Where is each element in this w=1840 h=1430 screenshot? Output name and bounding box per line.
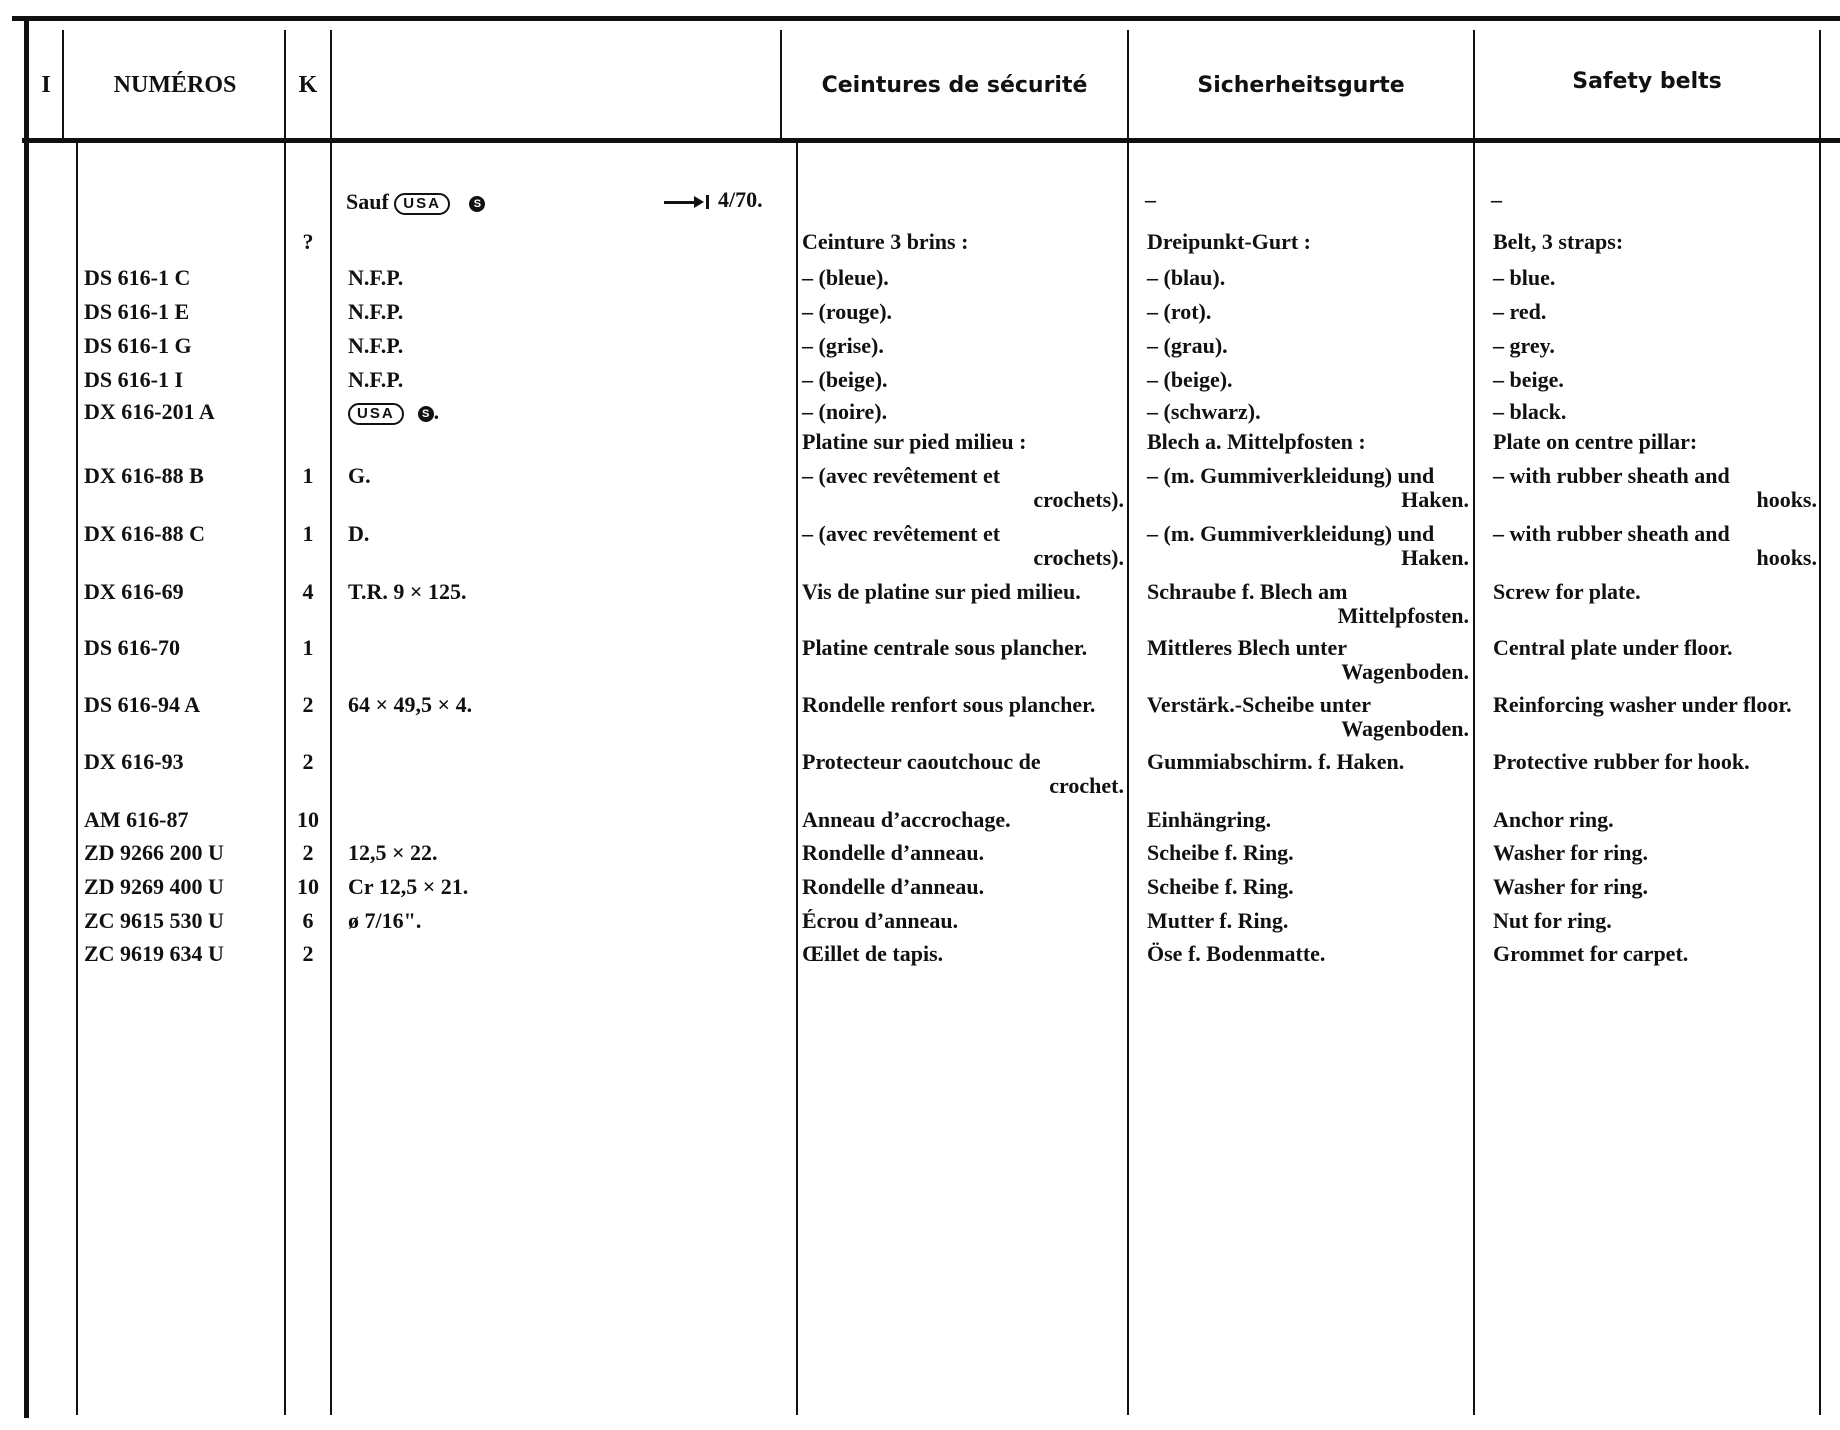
part-number: DS 616-1 G <box>84 333 192 358</box>
part-number: DS 616-1 I <box>84 367 184 392</box>
description-de <box>1147 942 1469 966</box>
description-de-text: Verstärk.-Scheibe unter <box>1147 692 1372 717</box>
part-number: DX 616-88 B <box>84 463 204 488</box>
description-de <box>1147 522 1469 570</box>
usa-badge: USA <box>348 403 404 425</box>
description-de-text: Scheibe f. Ring. <box>1147 874 1294 899</box>
description-de-text: – (rot). <box>1147 299 1212 324</box>
note-date <box>664 188 763 212</box>
observation: 12,5 × 22. <box>348 840 438 865</box>
description-en-text: Grommet for carpet. <box>1493 941 1689 966</box>
description-en <box>1493 750 1817 774</box>
description-fr-text: – (beige). <box>802 367 888 392</box>
description-de <box>1147 875 1469 899</box>
header-german: Sicherheitsgurte <box>1197 72 1405 98</box>
description-fr-text: Anneau d’accrochage. <box>802 807 1011 832</box>
observation: N.F.P. <box>348 299 404 324</box>
description-de-text: Mutter f. Ring. <box>1147 908 1289 933</box>
description-de-continuation: Wagenboden. <box>1341 659 1469 684</box>
description-fr <box>802 300 1124 324</box>
part-number: DX 616-201 A <box>84 399 215 424</box>
top-rule <box>12 16 1840 21</box>
col-divider-right <box>1819 30 1821 1415</box>
description-en <box>1493 841 1817 865</box>
description-en <box>1493 942 1817 966</box>
description-fr <box>802 942 1124 966</box>
description-de-continuation: Mittelpfosten. <box>1337 603 1469 628</box>
quantity-k: 1 <box>302 521 314 546</box>
description-de-text: – (schwarz). <box>1147 399 1261 424</box>
description-fr-continuation: crochets). <box>1033 487 1124 512</box>
description-de-text: – (grau). <box>1147 333 1228 358</box>
description-en <box>1493 464 1817 512</box>
quantity-k: 2 <box>302 840 314 865</box>
header-english: Safety belts <box>1572 68 1722 94</box>
observation: ø 7/16". <box>348 908 422 933</box>
description-de <box>1147 430 1469 454</box>
description-de-text: Dreipunkt-Gurt : <box>1147 229 1311 254</box>
description-fr-text: Ceinture 3 brins : <box>802 229 969 254</box>
description-de-text: Einhängring. <box>1147 807 1272 832</box>
description-fr-text: – (avec revêtement et <box>802 521 1001 546</box>
col-divider-english <box>1473 30 1475 1415</box>
description-de-text: Öse f. Bodenmatte. <box>1147 941 1326 966</box>
description-fr <box>802 909 1124 933</box>
header-numeros: NUMÉROS <box>113 71 237 98</box>
part-number: ZC 9619 634 U <box>84 941 224 966</box>
left-border <box>24 18 29 1418</box>
observation: 64 × 49,5 × 4. <box>348 692 473 717</box>
part-number: DS 616-70 <box>84 635 180 660</box>
description-de <box>1147 841 1469 865</box>
description-fr-continuation: crochets). <box>1033 545 1124 570</box>
quantity-k: 10 <box>297 807 319 832</box>
part-number: DX 616-69 <box>84 579 184 604</box>
observation-usa <box>348 400 768 425</box>
description-en <box>1493 400 1817 424</box>
note-en-dash: – <box>1491 187 1502 212</box>
part-number: ZD 9269 400 U <box>84 874 224 899</box>
description-en-text: Screw for plate. <box>1493 579 1641 604</box>
description-de-text: Blech a. Mittelpfosten : <box>1147 429 1366 454</box>
description-fr <box>802 875 1124 899</box>
quantity-k: 2 <box>302 692 314 717</box>
description-fr-text: Platine sur pied milieu : <box>802 429 1027 454</box>
observation: D. <box>348 521 370 546</box>
description-de <box>1147 400 1469 424</box>
description-en <box>1493 300 1817 324</box>
col-divider-k-right <box>330 30 332 1415</box>
description-en <box>1493 430 1817 454</box>
description-en-text: Plate on centre pillar: <box>1493 429 1698 454</box>
description-de-continuation: Haken. <box>1401 545 1469 570</box>
usa-badge: USA <box>394 193 450 215</box>
description-en <box>1493 693 1817 717</box>
description-de <box>1147 580 1469 628</box>
quantity-k: 2 <box>302 941 314 966</box>
description-fr-text: Platine centrale sous plancher. <box>802 635 1088 660</box>
description-de <box>1147 750 1469 774</box>
description-de <box>1147 266 1469 290</box>
description-en <box>1493 636 1817 660</box>
description-en <box>1493 909 1817 933</box>
description-fr <box>802 230 1124 254</box>
description-en-text: – red. <box>1493 299 1547 324</box>
description-fr <box>802 693 1124 717</box>
observation: N.F.P. <box>348 367 404 392</box>
description-de-text: Schraube f. Blech am <box>1147 579 1348 604</box>
description-en <box>1493 334 1817 358</box>
description-en-continuation: hooks. <box>1756 545 1817 570</box>
description-en-text: Washer for ring. <box>1493 874 1649 899</box>
col-divider-french-body <box>796 143 798 1415</box>
quantity-k: 6 <box>302 908 314 933</box>
description-fr-text: – (avec revêtement et <box>802 463 1001 488</box>
header-rule <box>22 138 1840 143</box>
description-de <box>1147 636 1469 684</box>
description-fr-text: Vis de platine sur pied milieu. <box>802 579 1081 604</box>
quantity-k: 1 <box>302 463 314 488</box>
description-en-text: – beige. <box>1493 367 1564 392</box>
description-fr-text: – (grise). <box>802 333 884 358</box>
quantity-k: 10 <box>297 874 319 899</box>
observation: G. <box>348 463 371 488</box>
description-en-text: – with rubber sheath and <box>1493 463 1730 488</box>
observation: T.R. 9 × 125. <box>348 579 467 604</box>
part-number: ZD 9266 200 U <box>84 840 224 865</box>
description-fr-text: Écrou d’anneau. <box>802 908 959 933</box>
description-fr <box>802 334 1124 358</box>
description-en-text: Anchor ring. <box>1493 807 1614 832</box>
description-fr <box>802 522 1124 570</box>
description-de-text: – (beige). <box>1147 367 1233 392</box>
description-de <box>1147 909 1469 933</box>
description-en-text: Nut for ring. <box>1493 908 1612 933</box>
col-divider-numeros-body <box>76 143 78 1415</box>
part-number: DX 616-93 <box>84 749 184 774</box>
arrow-stop-icon <box>664 195 710 209</box>
description-de <box>1147 230 1469 254</box>
quantity-k: 2 <box>302 749 314 774</box>
description-en <box>1493 368 1817 392</box>
description-en <box>1493 266 1817 290</box>
description-en <box>1493 580 1817 604</box>
description-de-text: Mittleres Blech unter <box>1147 635 1347 660</box>
note-sauf-label: Sauf <box>346 189 389 214</box>
description-fr-text: Rondelle d’anneau. <box>802 874 985 899</box>
description-fr <box>802 266 1124 290</box>
description-de <box>1147 693 1469 741</box>
description-en <box>1493 875 1817 899</box>
quantity-k: ? <box>302 229 314 254</box>
s-symbol-icon: S <box>418 406 434 422</box>
description-fr <box>802 808 1124 832</box>
description-de <box>1147 808 1469 832</box>
description-fr <box>802 580 1124 604</box>
observation: N.F.P. <box>348 333 404 358</box>
note-sauf <box>346 190 485 215</box>
description-fr <box>802 368 1124 392</box>
description-de-continuation: Wagenboden. <box>1341 716 1469 741</box>
description-fr-text: – (rouge). <box>802 299 893 324</box>
description-fr <box>802 430 1124 454</box>
description-en-text: Washer for ring. <box>1493 840 1649 865</box>
description-fr-text: – (bleue). <box>802 265 889 290</box>
col-divider-german <box>1127 30 1129 1415</box>
description-en-text: – blue. <box>1493 265 1556 290</box>
description-fr-continuation: crochet. <box>1049 773 1124 798</box>
description-fr-text: – (noire). <box>802 399 888 424</box>
description-en-text: Central plate under floor. <box>1493 635 1733 660</box>
description-fr <box>802 400 1124 424</box>
description-de-text: Gummiabschirm. f. Haken. <box>1147 749 1405 774</box>
description-de-text: – (m. Gummiverkleidung) und <box>1147 463 1435 488</box>
description-fr-text: Rondelle renfort sous plancher. <box>802 692 1096 717</box>
observation: N.F.P. <box>348 265 404 290</box>
note-de-dash: – <box>1145 187 1156 212</box>
description-de-text: Scheibe f. Ring. <box>1147 840 1294 865</box>
description-de <box>1147 368 1469 392</box>
description-de <box>1147 300 1469 324</box>
s-symbol-icon: S <box>469 196 485 212</box>
header-index: I <box>41 71 51 98</box>
description-fr-text: Protecteur caoutchouc de <box>802 749 1041 774</box>
header-french: Ceintures de sécurité <box>821 72 1088 98</box>
part-number: DS 616-1 C <box>84 265 191 290</box>
description-de-text: – (m. Gummiverkleidung) und <box>1147 521 1435 546</box>
description-fr-text: Rondelle d’anneau. <box>802 840 985 865</box>
description-de <box>1147 464 1469 512</box>
description-fr <box>802 636 1124 660</box>
description-en-text: Belt, 3 straps: <box>1493 229 1624 254</box>
part-number: AM 616-87 <box>84 807 189 832</box>
description-en-text: – with rubber sheath and <box>1493 521 1730 546</box>
description-en-text: – grey. <box>1493 333 1555 358</box>
observation-suffix: . <box>433 399 440 424</box>
description-fr-text: Œillet de tapis. <box>802 941 944 966</box>
part-number: DS 616-1 E <box>84 299 190 324</box>
quantity-k: 1 <box>302 635 314 660</box>
description-fr <box>802 750 1124 798</box>
part-number: DS 616-94 A <box>84 692 201 717</box>
description-de-text: – (blau). <box>1147 265 1226 290</box>
description-en <box>1493 522 1817 570</box>
part-number: ZC 9615 530 U <box>84 908 224 933</box>
description-en <box>1493 230 1817 254</box>
description-en <box>1493 808 1817 832</box>
description-fr <box>802 464 1124 512</box>
observation: Cr 12,5 × 21. <box>348 874 469 899</box>
description-en-text: Reinforcing washer under floor. <box>1493 692 1792 717</box>
description-de-continuation: Haken. <box>1401 487 1469 512</box>
description-en-text: Protective rubber for hook. <box>1493 749 1750 774</box>
part-number: DX 616-88 C <box>84 521 205 546</box>
description-fr <box>802 841 1124 865</box>
description-en-text: – black. <box>1493 399 1567 424</box>
header-k: K <box>298 71 318 98</box>
description-en-continuation: hooks. <box>1756 487 1817 512</box>
description-de <box>1147 334 1469 358</box>
note-date-value: 4/70. <box>718 187 763 212</box>
quantity-k: 4 <box>302 579 314 604</box>
